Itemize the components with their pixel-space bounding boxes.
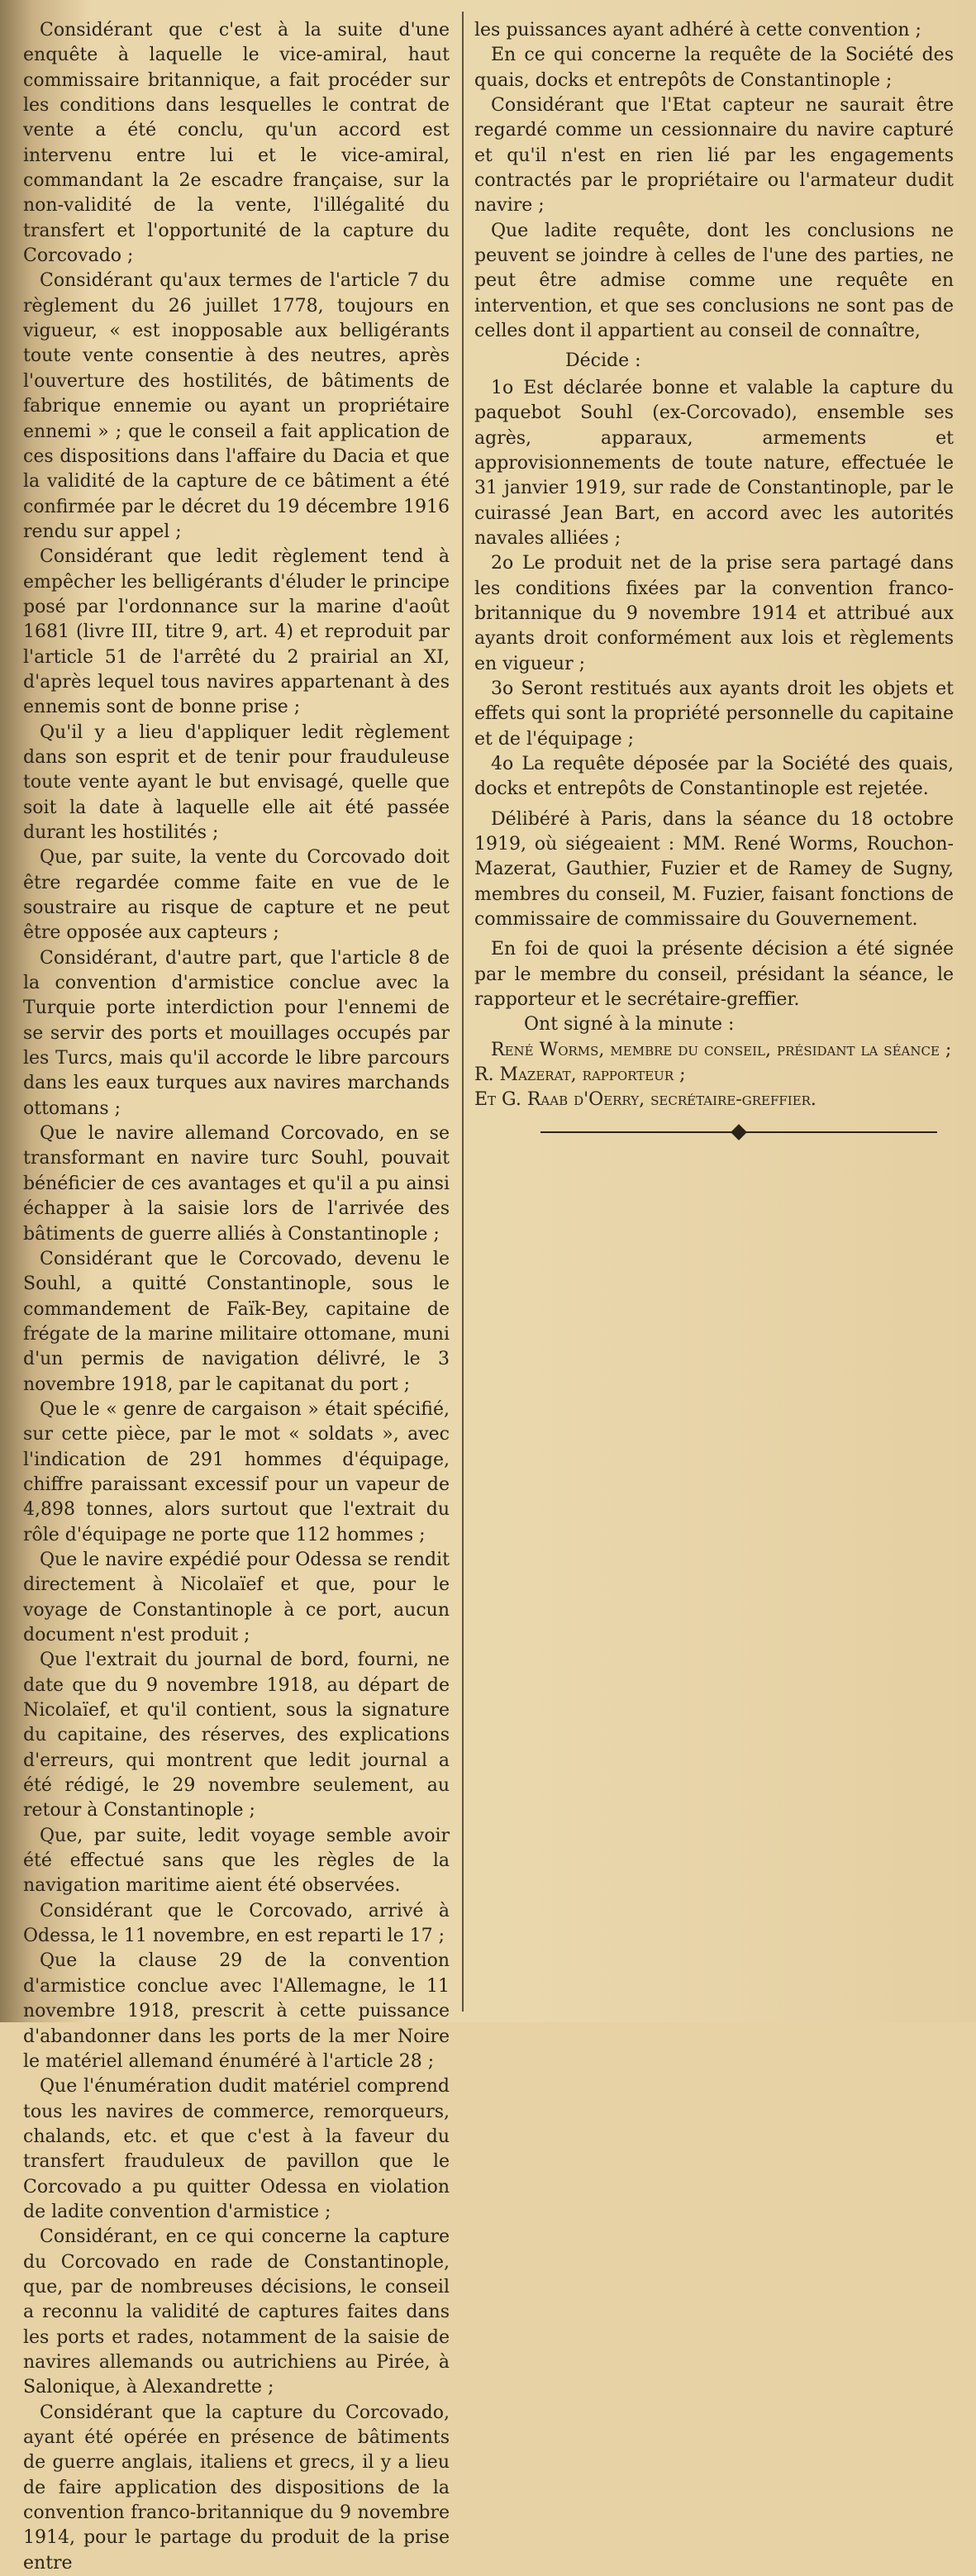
paragraph: Considérant que c'est à la suite d'une enquête à laquelle le vice-amiral, haut commissaire britannique, a fait procéder sur les conditions dans lesquelles le contrat de vente a été conclu, qu'un accord est intervenu entre lui et le vice-amiral, commandant la 2e escadre française, sur la non-validité de la vente, l'illégalité du transfert et l'opportunité de la capture du Corcovado ;: [23, 20, 450, 267]
decision-item: 3o Seront restitués aux ayants droit les objets et effets qui sont la propriété personnelle du capitaine et de l'équipage ;: [474, 678, 954, 750]
paragraph: Considérant que ledit règlement tend à empêcher les belligérants d'éluder le principe posé par l'ordonnance sur la marine d'août 1681 (livre III, titre 9, art. 4) et reproduit par l'article 51 de l'arrêté du 2 prairial an XI, d'après lequel tous navires appartenant à des ennemis sont de bonne prise ;: [23, 546, 450, 718]
decision-item: 2o Le produit net de la prise sera partagé dans les conditions fixées par la convention franco-britannique du 9 novembre 1914 et attribué aux ayants droit conformément aux lois et règlements en vigueur ;: [474, 553, 954, 674]
decision-item: 1o Est déclarée bonne et valable la capture du paquebot Souhl (ex-Corcovado), ensemble ses agrès, apparaux, armements et approvisionnements de toute nature, effectuée le 31 janvier 1919, sur rade de Constantinople, par le cuirassé Jean Bart, en accord avec les autorités navales alliées ;: [474, 377, 954, 549]
paragraph: Considérant que le Corcovado, arrivé à Odessa, le 11 novembre, en est reparti le 17 ;: [23, 1900, 450, 1947]
paragraph: Que la clause 29 de la convention d'armistice conclue avec l'Allemagne, le 11 novembre 1918, prescrit à cette puissance d'abandonner dans les ports de la mer Noire le matériel allemand énuméré à l'article 28 ;: [23, 1950, 450, 2072]
closing-ornament-rule: [540, 1126, 937, 1138]
paragraph: les puissances ayant adhéré à cette convention ;: [474, 20, 921, 40]
left-column: [23, 18, 450, 2576]
paragraph: Que le « genre de cargaison » était spécifié, sur cette pièce, par le mot « soldats », avec l'indication de 291 hommes d'équipage, chiffre paraissant excessif pour un vapeur de 4,898 tonnes, alors surtout que l'extrait du rôle d'équipage ne porte que 112 hommes ;: [23, 1398, 450, 1545]
ornament-diamond-icon: [731, 1124, 747, 1140]
paragraph: Que le navire allemand Corcovado, en se transformant en navire turc Souhl, pouvait bénéficier de ces avantages et qu'il a pu ainsi échapper à la saisie lors de l'arrivée des bâtiments de guerre alliés à Constantinople ;: [23, 1123, 450, 1245]
paragraph: Considérant que la capture du Corcovado, ayant été opérée en présence de bâtiments de guerre anglais, italiens et grecs, il y a lieu de faire application des dispositions de la convention franco-britannique du 9 novembre 1914, pour le partage du produit de la prise entre: [23, 2402, 450, 2574]
column-divider: [462, 12, 464, 2012]
paragraph: Considérant, d'autre part, que l'article 8 de la convention d'armistice conclue avec la Turquie porte interdiction pour l'ennemi de se servir des ports et mouillages occupés par les Turcs, mais qu'il accorde le libre parcours dans les eaux turques aux navires marchands ottomans ;: [23, 947, 450, 1119]
paragraph: Considérant qu'aux termes de l'article 7 du règlement du 26 juillet 1778, toujours en vigueur, « est inopposable aux belligérants toute vente consentie à des neutres, après l'ouverture des hostilités, de bâtiments de fabrique ennemie ou ayant un propriétaire ennemi » ; que le conseil a fait application de ces dispositions dans l'affaire du Dacia et que la validité de la capture de ce bâtiment a été confirmée par le décret du 19 décembre 1916 rendu sur appel ;: [23, 270, 450, 542]
paragraph: Considérant, en ce qui concerne la capture du Corcovado en rade de Constantinople, que, par de nombreuses décisions, le conseil a reconnu la validité de captures faites dans les ports et rades, notamment de la saisie de navires allemands ou autrichiens au Pirée, à Salonique, à Alexandrette ;: [23, 2226, 450, 2398]
decide-heading: Décide :: [565, 350, 641, 372]
signed-heading: Ont signé à la minute :: [524, 1014, 735, 1036]
paragraph: Considérant que le Corcovado, devenu le Souhl, a quitté Constantinople, sous le commandement de Faïk-Bey, capitaine de frégate de la marine militaire ottomane, muni d'un permis de navigation délivré, le 3 novembre 1918, par le capitanat du port ;: [23, 1248, 450, 1395]
deliberation: Délibéré à Paris, dans la séance du 18 octobre 1919, où siégeaient : MM. René Worms, Rouchon-Mazerat, Gauthier, Fuzier et de Ramey de Sugny, membres du conseil, M. Fuzier, faisant fonctions de commissaire de commissaire du Gouvernement.: [474, 808, 954, 931]
paragraph: Que ladite requête, dont les conclusions ne peuvent se joindre à celles de l'une des parties, ne peut être admise comme une requête en intervention, et que ses conclusions ne sont pas de celles dont il appartient au conseil de connaître,: [474, 220, 954, 342]
paragraph: En ce qui concerne la requête de la Société des quais, docks et entrepôts de Constantinople ;: [474, 45, 954, 91]
signature-line: Et G. Raab d'Oerry, secrétaire-greffier.: [474, 1089, 817, 1111]
paragraph: Que l'énumération dudit matériel comprend tous les navires de commerce, remorqueurs, chalands, etc. et que c'est à la faveur du transfert frauduleux de pavillon que le Corcovado a pu quitter Odessa en violation de ladite convention d'armistice ;: [23, 2076, 450, 2222]
signature-line: R. Mazerat, rapporteur ;: [474, 1064, 686, 1086]
paragraph: Que l'extrait du journal de bord, fourni, ne date que du 9 novembre 1918, au départ de Nicolaïef, et qu'il contient, sous la signature du capitaine, des réserves, des explications d'erreurs, qui montrent que ledit journal a été rédigé, le 29 novembre seulement, au retour à Constantinople ;: [23, 1650, 450, 1821]
paragraph: Que, par suite, ledit voyage semble avoir été effectué sans que les règles de la navigation maritime aient été observées.: [23, 1825, 450, 1897]
decision-item: 4o La requête déposée par la Société des quais, docks et entrepôts de Constantinople est rejetée.: [474, 753, 954, 800]
right-column: [474, 18, 954, 1138]
attestation: En foi de quoi la présente décision a été signée par le membre du conseil, présidant la séance, le rapporteur et le secrétaire-greffier.: [474, 939, 954, 1011]
paragraph: Considérant que l'Etat capteur ne saurait être regardé comme un cessionnaire du navire capturé et qu'il n'est en rien lié par les engagements contractés par le propriétaire ou l'armateur dudit navire ;: [474, 95, 954, 217]
paragraph: Que le navire expédié pour Odessa se rendit directement à Nicolaïef et que, pour le voyage de Constantinople à ce port, aucun document n'est produit ;: [23, 1549, 450, 1645]
paragraph: Que, par suite, la vente du Corcovado doit être regardée comme faite en vue de le soustraire au risque de capture et ne peut être opposée aux capteurs ;: [23, 847, 450, 944]
paragraph: Qu'il y a lieu d'appliquer ledit règlement dans son esprit et de tenir pour frauduleuse toute vente ayant le but envisagé, quelle que soit la date à laquelle elle ait été passée durant les hostilités ;: [23, 721, 450, 843]
signature-line: René Worms, membre du conseil, présidant la séance ;: [491, 1039, 952, 1060]
